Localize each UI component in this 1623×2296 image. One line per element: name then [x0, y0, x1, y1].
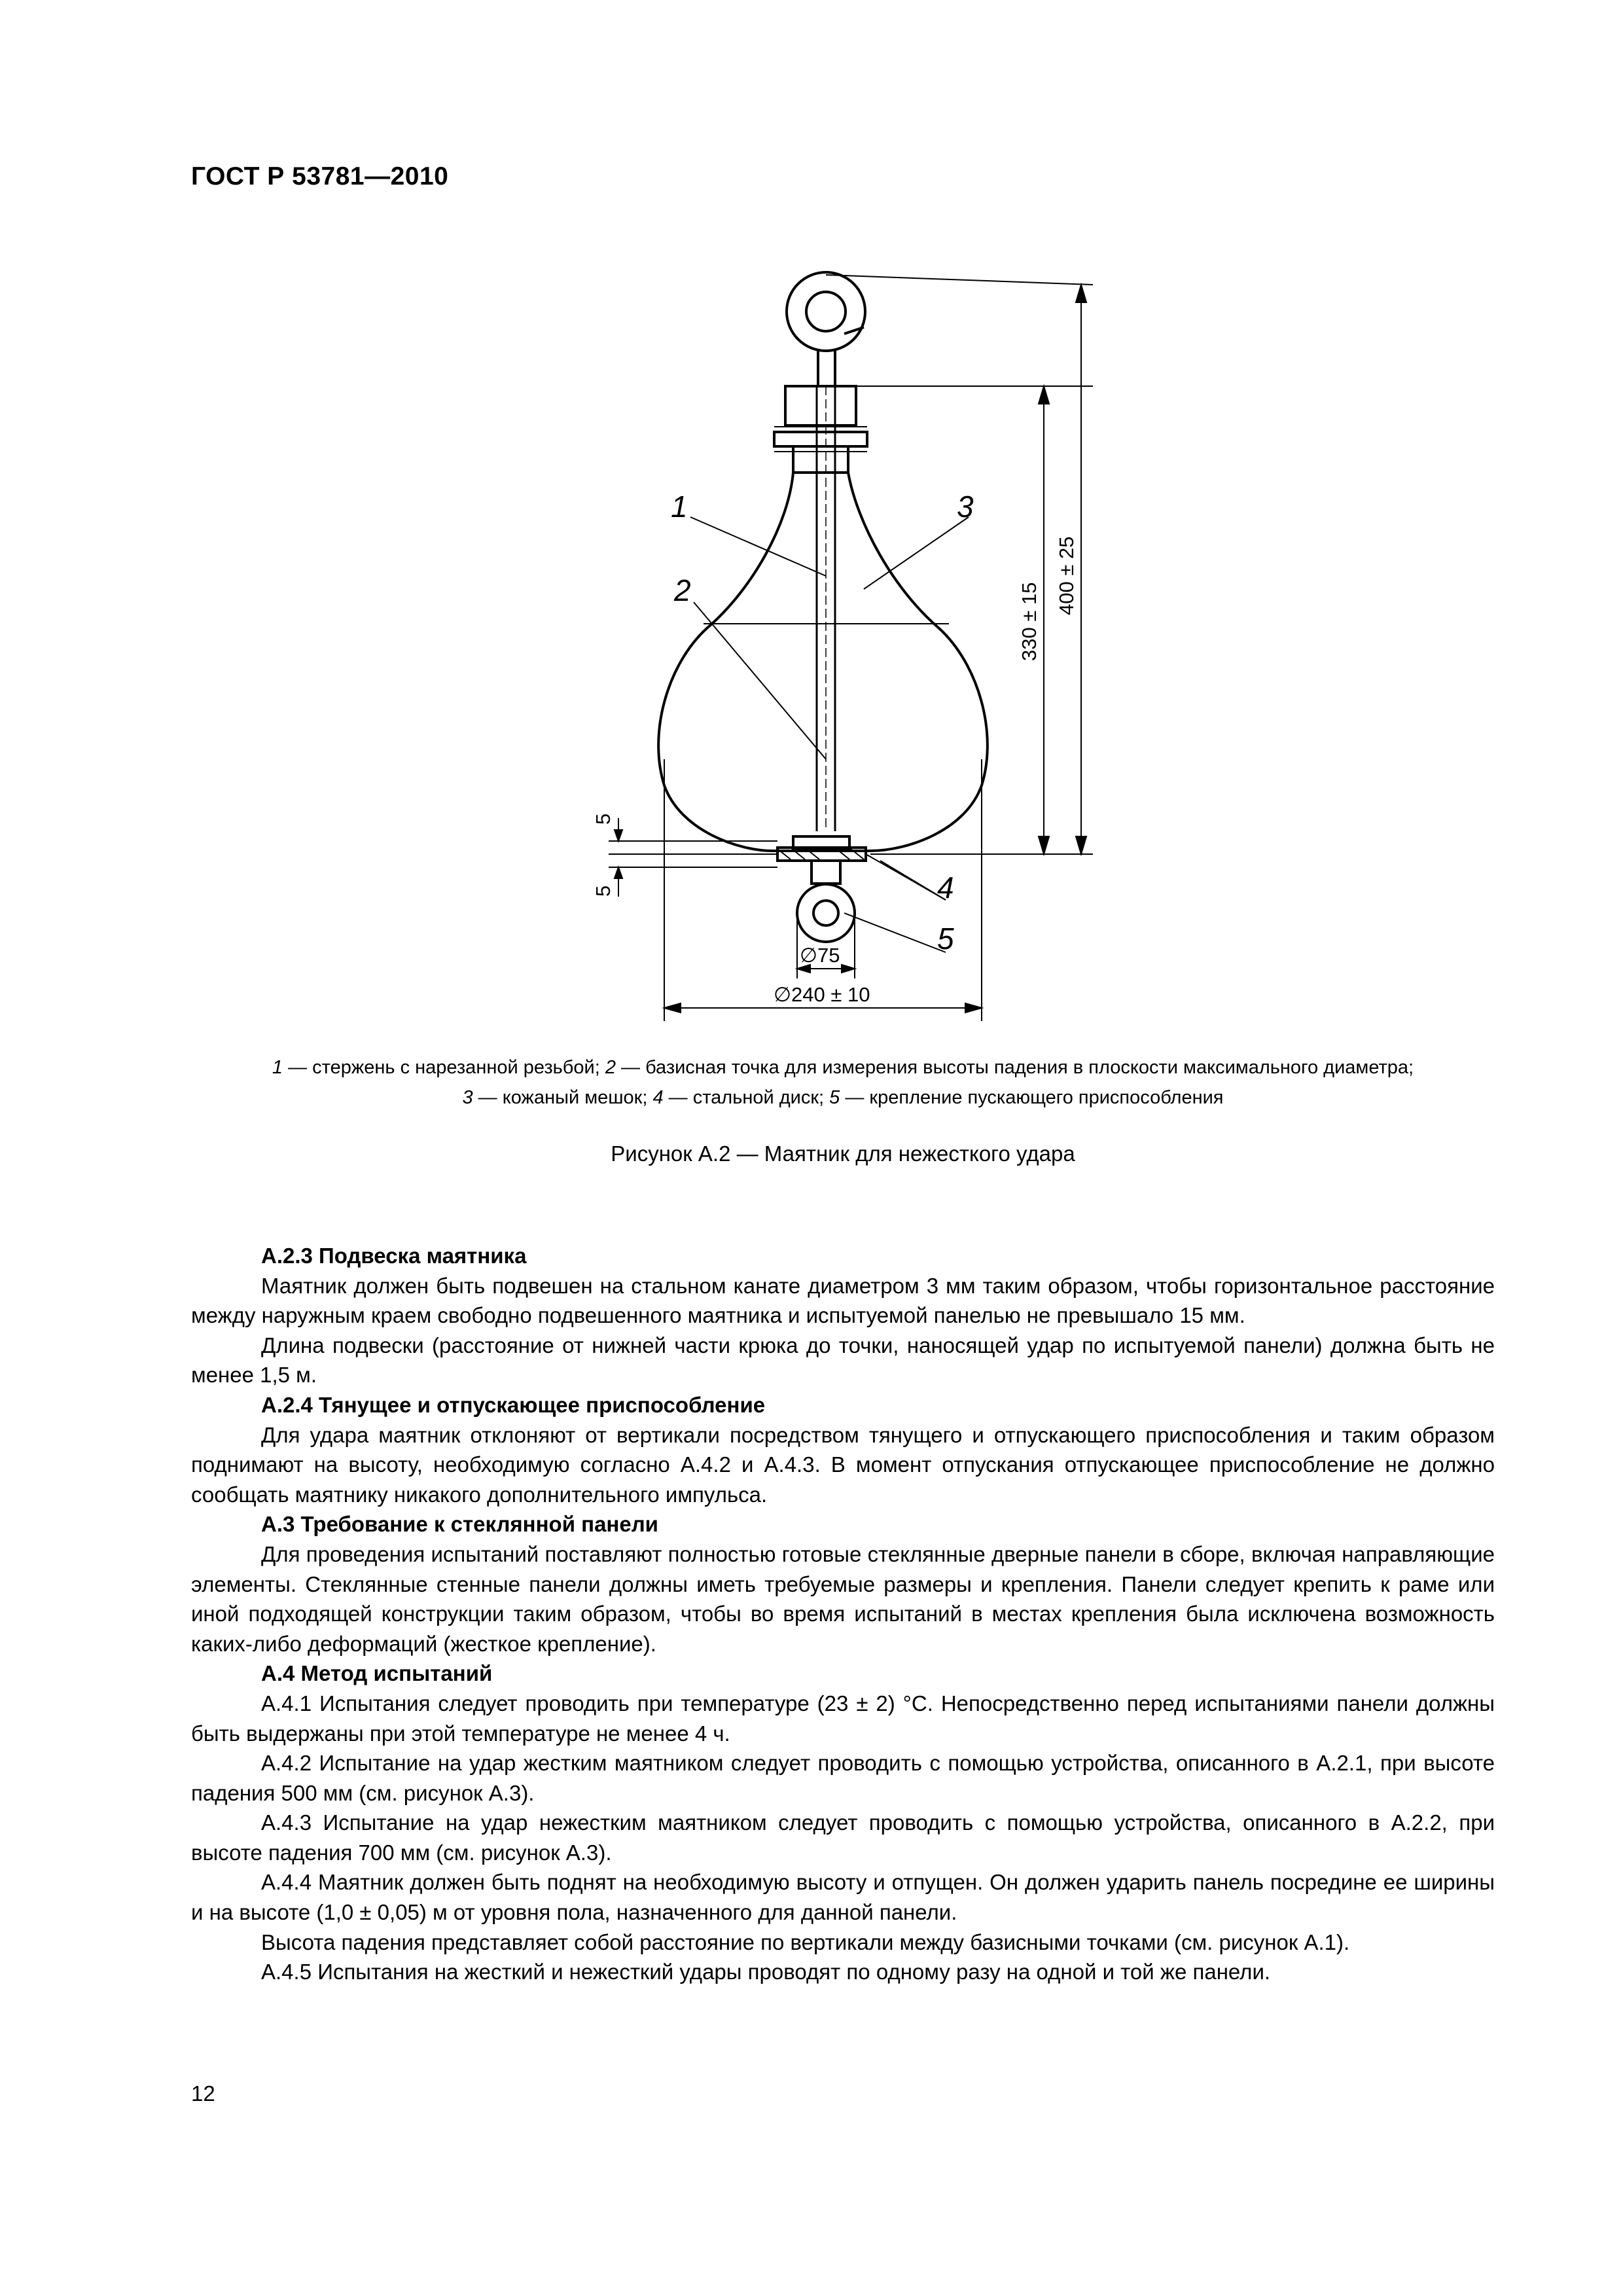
paragraph: Высота падения представляет собой расстояние по вертикали между базисными точками (см. рисунок А.1).	[261, 1929, 1350, 1954]
section-heading: А.2.4 Тянущее и отпускающее приспособление	[261, 1392, 766, 1417]
dim-d240: ∅240 ± 10	[774, 983, 870, 1006]
callout-4: 4	[937, 870, 954, 905]
paragraph: А.4.4 Маятник должен быть поднят на необходимую высоту и отпущен. Он должен ударить панель посредине ее ширины и на высоте (1,0 ± 0,05) м от уровня пола, назначенного для данной панели.	[191, 1870, 1495, 1925]
body-text	[191, 1241, 1495, 1987]
dim-400: 400 ± 25	[1055, 536, 1078, 615]
section-heading: А.2.3 Подвеска маятника	[261, 1244, 527, 1268]
pendulum-figure	[0, 0, 1623, 1047]
section-heading: А.4 Метод испытаний	[261, 1661, 493, 1686]
dim-5-bottom: 5	[592, 885, 615, 897]
paragraph: А.4.5 Испытания на жесткий и нежесткий удары проводят по одному разу на одной и той же панели.	[261, 1960, 1271, 1984]
dim-330: 330 ± 15	[1018, 582, 1041, 661]
figure-legend-line-1: 1 — стержень с нарезанной резьбой; 2 — базисная точка для измерения высоты падения в плоскости максимального диаметра;	[272, 1057, 1414, 1078]
paragraph: Маятник должен быть подвешен на стальном канате диаметром 3 мм таким образом, чтобы горизонтальное расстояние между наружным краем свободно подвешенного маятника и испытуемой панелью не превышало 15 мм.	[191, 1273, 1495, 1328]
callout-2: 2	[674, 573, 691, 607]
callout-3: 3	[957, 490, 974, 524]
callout-1: 1	[671, 490, 688, 524]
paragraph: Для проведения испытаний поставляют полностью готовые стеклянные дверные панели в сборе, включая направляющие элементы. Стеклянные стенные панели должны иметь требуемые размеры и крепления. Панели следует крепить к раме или иной подходящей конструкции таким образом, чтобы во время испытаний в местах крепления была исключена возможность каких-либо деформаций (жесткое крепление).	[191, 1541, 1495, 1656]
callout-5: 5	[937, 922, 954, 956]
figure-title: Рисунок А.2 — Маятник для нежесткого удара	[611, 1141, 1075, 1166]
release-fitting	[797, 861, 855, 942]
page-number: 12	[191, 2081, 215, 2106]
hook	[787, 272, 1093, 386]
figure-legend-line-2: 3 — кожаный мешок; 4 — стальной диск; 5 — крепление пускающего приспособления	[462, 1087, 1224, 1108]
steel-disc	[777, 836, 866, 861]
paragraph: Длина подвески (расстояние от нижней части крюка до точки, наносящей удар по испытуемой панели) должна быть не менее 1,5 м.	[191, 1333, 1495, 1388]
paragraph: А.4.3 Испытание на удар нежестким маятником следует проводить с помощью устройства, описанного в А.2.2, при высоте падения 700 мм (см. рисунок А.3).	[191, 1810, 1495, 1865]
paragraph: Для удара маятник отклоняют от вертикали посредством тянущего и отпускающего приспособления и таким образом поднимают на высоту, необходимую согласно А.4.2 и А.4.3. В момент отпускания отпускающее приспособление не должно сообщать маятнику никакого дополнительного импульса.	[191, 1422, 1495, 1507]
leader-lines	[690, 517, 969, 952]
dim-5-top: 5	[592, 813, 615, 825]
paragraph: А.4.1 Испытания следует проводить при температуре (23 ± 2) °С. Непосредственно перед испытаниями панели должны быть выдержаны при этой температуре не менее 4 ч.	[191, 1691, 1495, 1746]
leather-bag	[658, 473, 988, 851]
document-header-title: ГОСТ Р 53781—2010	[191, 162, 449, 190]
threaded-rod	[817, 386, 835, 831]
dim-d75: ∅75	[800, 944, 840, 967]
section-heading: А.3 Требование к стеклянной панели	[261, 1512, 658, 1537]
paragraph: А.4.2 Испытание на удар жестким маятником следует проводить с помощью устройства, описанного в А.2.1, при высоте падения 500 мм (см. рисунок А.3).	[191, 1751, 1495, 1805]
